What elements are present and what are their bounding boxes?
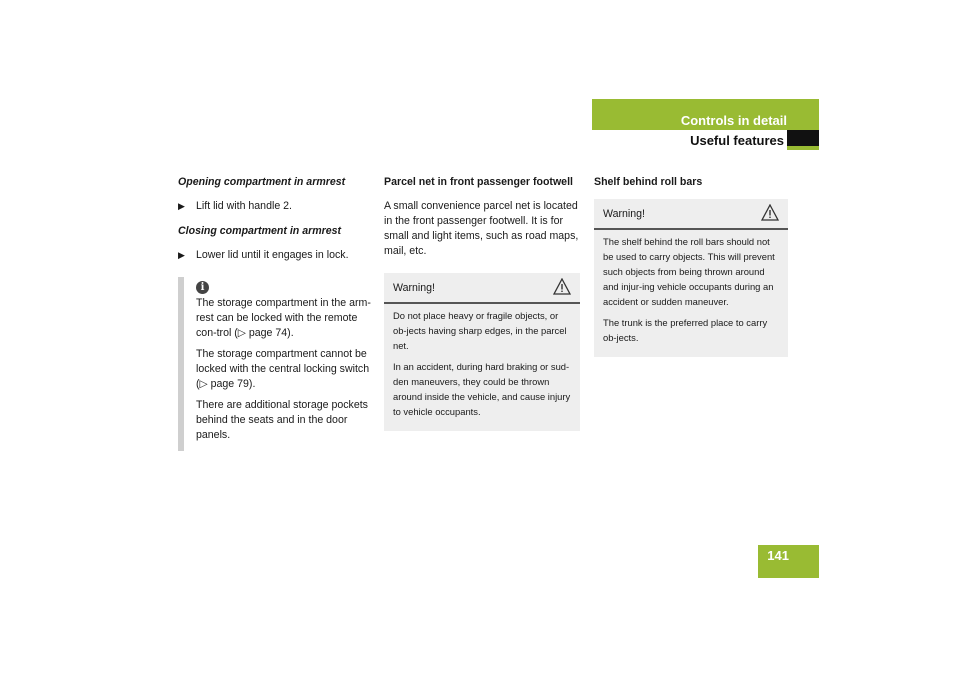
chapter-title: Controls in detail [680, 113, 787, 128]
section-subtitle: Useful features [690, 133, 784, 148]
column-armrest [178, 175, 378, 451]
warning-label: Warning! [393, 282, 435, 294]
column-parcel-net [384, 175, 580, 431]
step-text: Lower lid until it engages in lock. [196, 249, 349, 261]
parcel-net-description: A small convenience parcel net is located in the front passenger footwell. It is for small and light items, such as road maps, mail, etc. [384, 200, 579, 257]
warning-box [594, 199, 788, 357]
warning-box [384, 273, 580, 431]
info-note [178, 277, 378, 451]
warning-header [384, 273, 580, 304]
page-number: 141 [767, 548, 789, 563]
bullet-arrow-icon: ▶ [178, 250, 185, 260]
info-paragraph: There are additional storage pockets behind the seats and in the door panels. [196, 399, 368, 441]
warning-triangle-icon [553, 278, 571, 295]
heading-closing-compartment: Closing compartment in armrest [178, 225, 342, 237]
warning-header [594, 199, 788, 230]
column-shelf [594, 175, 788, 357]
step-text: Lift lid with handle 2. [196, 200, 292, 212]
bullet-arrow-icon: ▶ [178, 201, 185, 211]
page-number-box [758, 545, 819, 578]
section-header [592, 99, 819, 150]
heading-parcel-net: Parcel net in front passenger footwell [384, 176, 573, 188]
warning-triangle-icon [761, 204, 779, 221]
warning-paragraph: The trunk is the preferred place to carry ob-jects. [603, 317, 768, 343]
header-marker [787, 130, 819, 146]
info-icon: i [196, 281, 209, 294]
info-paragraph: The storage compartment cannot be locked with the central locking switch (▷ page 79). [196, 348, 370, 390]
warning-paragraph: The shelf behind the roll bars should not be used to carry objects. This will prevent such objects from being thrown around and injur-ing vehicle occupants during an accident or sudden maneuver. [603, 236, 775, 307]
step-lift-lid [178, 199, 378, 214]
warning-paragraph: Do not place heavy or fragile objects, or ob-jects having sharp edges, in the parcel net. [393, 310, 567, 351]
step-lower-lid [178, 248, 378, 263]
info-paragraph: The storage compartment in the arm-rest can be locked with the remote con-trol (▷ page 74). [196, 297, 371, 339]
subtitle-band [592, 130, 787, 150]
warning-label: Warning! [603, 208, 645, 220]
heading-opening-compartment: Opening compartment in armrest [178, 176, 346, 188]
heading-shelf: Shelf behind roll bars [594, 176, 703, 188]
warning-paragraph: In an accident, during hard braking or sud-den maneuvers, they could be thrown around inside the vehicle, and cause injury to vehicle occupants. [393, 361, 571, 417]
